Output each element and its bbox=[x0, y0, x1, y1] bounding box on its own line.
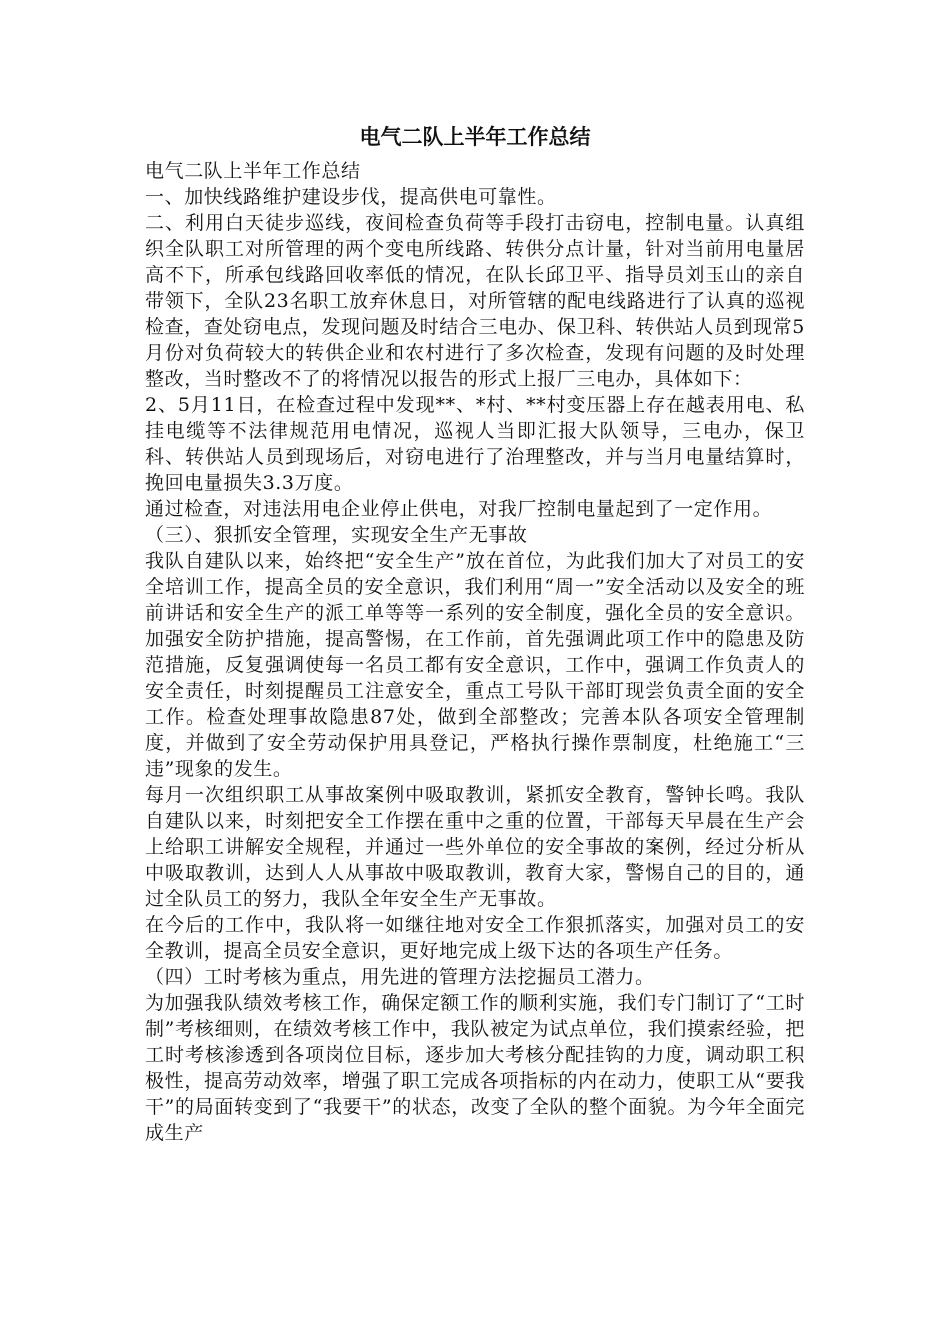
paragraph-item-2: 2、5月11日，在检查过程中发现**、*村、**村变压器上存在越表用电、私挂电缆等不法律规范用电情况，巡视人当即汇报大队领导，三电办，保卫科、转供站人员到现场后，对窃电进行了治理整改，并与当月电量结算时，挽回电量损失3.3万度。 bbox=[145, 394, 805, 494]
paragraph-section-1: 一、加快线路维护建设步伐，提高供电可靠性。 bbox=[145, 186, 557, 208]
paragraph-section-3-heading: （三）、狠抓安全管理，实现安全生产无事故 bbox=[145, 524, 528, 546]
paragraph-subtitle: 电气二队上半年工作总结 bbox=[145, 160, 361, 182]
paragraph-section-2: 二、利用白天徒步巡线，夜间检查负荷等手段打击窃电，控制电量。认真组织全队职工对所管理的两个变电所线路、转供分点计量，针对当前用电量居高不下，所承包线路回收率低的情况，在队长邱卫平、指导员刘玉山的亲自带领下，全队23名职工放弃休息日，对所管辖的配电线路进行了认真的巡视检查，查处窃电点，发现问题及时结合三电办、保卫科、转供站人员到现常5月份对负荷较大的转供企业和农村进行了多次检查，发现有问题的及时处理整改，当时整改不了的将情况以报告的形式上报厂三电办，具体如下： bbox=[145, 212, 805, 390]
paragraph-performance-assessment: 为加强我队绩效考核工作，确保定额工作的顺利实施，我们专门制订了“工时制”考核细则，在绩效考核工作中，我队被定为试点单位，我们摸索经验，把工时考核渗透到各项岗位目标，逐步加大考核分配挂钩的力度，调动职工积极性，提高劳动效率，增强了职工完成各项指标的内在动力，使职工从“要我干”的局面转变到了“我要干”的状态，改变了全队的整个面貌。为今年全面完成生产 bbox=[145, 992, 805, 1144]
paragraph-future-work: 在今后的工作中，我队将一如继往地对安全工作狠抓落实，加强对员工的安全教训，提高全员安全意识，更好地完成上级下达的各项生产任务。 bbox=[145, 914, 805, 962]
paragraph-section-4-heading: （四）工时考核为重点，用先进的管理方法挖掘员工潜力。 bbox=[145, 966, 655, 988]
paragraph-inspection-result: 通过检查，对违法用电企业停止供电，对我厂控制电量起到了一定作用。 bbox=[145, 498, 773, 520]
document-page bbox=[145, 122, 805, 1146]
paragraph-safety-education: 每月一次组织职工从事故案例中吸取教训，紧抓安全教育，警钟长鸣。我队自建队以来，时刻把安全工作摆在重中之重的位置，干部每天早晨在生产会上给职工讲解安全规程，并通过一些外单位的安全事故的案例，经过分析从中吸取教训，达到人人从事故中吸取教训，教育大家，警惕自己的目的，通过全队员工的努力，我队全年安全生产无事故。 bbox=[145, 784, 805, 910]
document-title: 电气二队上半年工作总结 bbox=[359, 125, 591, 149]
paragraph-safety-training: 我队自建队以来，始终把“安全生产”放在首位，为此我们加大了对员工的安全培训工作，提高全员的安全意识，我们利用“周一”安全活动以及安全的班前讲话和安全生产的派工单等等一系列的安全制度，强化全员的安全意识。加强安全防护措施，提高警惕，在工作前，首先强调此项工作中的隐患及防范措施，反复强调使每一名员工都有安全意识，工作中，强调工作负责人的安全责任，时刻提醒员工注意安全，重点工号队干部盯现尝负责全面的安全工作。检查处理事故隐患87处，做到全部整改；完善本队各项安全管理制度，并做到了安全劳动保护用具登记，严格执行操作票制度，杜绝施工“三违”现象的发生。 bbox=[145, 550, 805, 780]
